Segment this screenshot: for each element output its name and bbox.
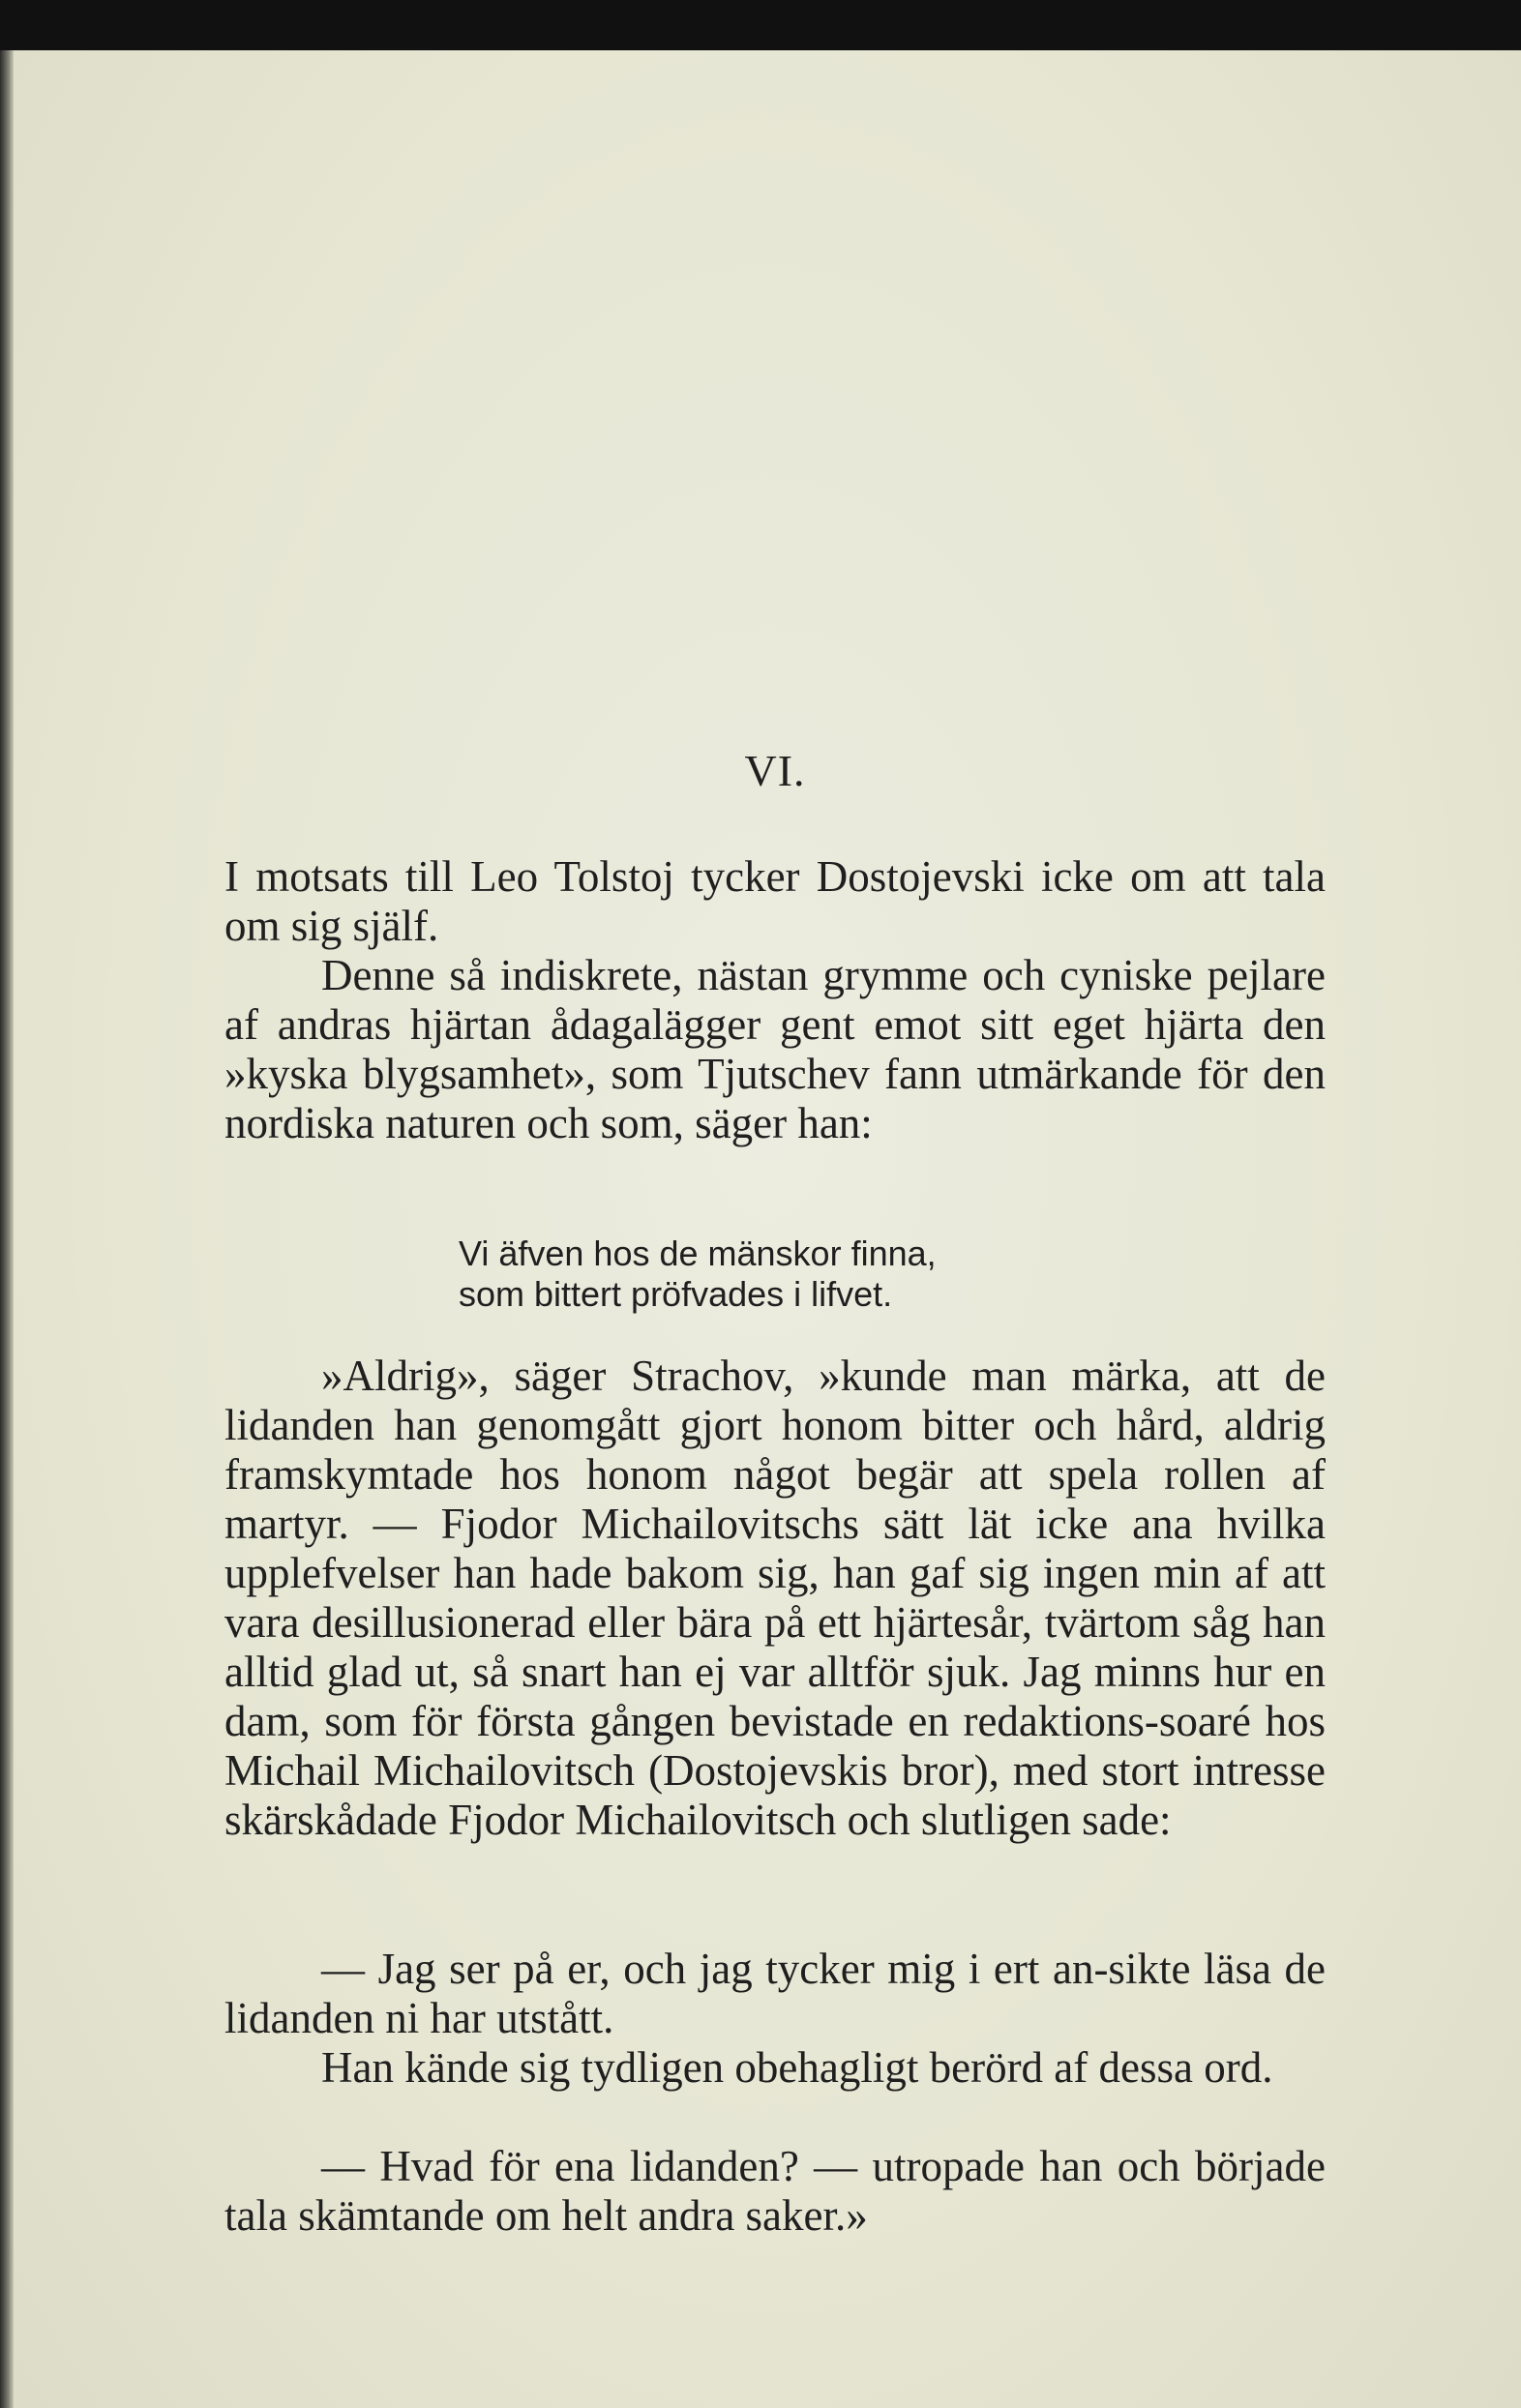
paragraph-3: »Aldrig», säger Strachov, »kunde man märka, att de lidanden han genomgått gjort honom bitter och hård, aldrig framskymtade hos honom något begär att spela rollen af martyr. — Fjodor Michailovitschs sätt lät icke ana hvilka upplefvelser han hade bakom sig, han gaf sig ingen min af att vara desillusionerad eller bära på ett hjärtesår, tvärtom såg han alltid glad ut, så snart han ej var alltför sjuk. Jag minns hur en dam, som för första gången bevistade en redaktions-soaré hos Michail Michailovitsch (Dostojevskis bror), med stort intresse skärskådade Fjodor Michailovitsch och slutligen sade: <box>224 1352 1326 1844</box>
paragraph-4: — Jag ser på er, och jag tycker mig i ert an-sikte läsa de lidanden ni har utstått. <box>224 1945 1326 2042</box>
verse-line-2: som bittert pröfvades i lifvet. <box>459 1274 893 1314</box>
paragraph-5: Han kände sig tydligen obehagligt berörd af dessa ord. <box>321 2043 1273 2092</box>
book-page <box>14 50 1521 2408</box>
chapter-heading: VI. <box>744 746 806 795</box>
paragraph-6: — Hvad för ena lidanden? — utropade han och började tala skämtande om helt andra saker.» <box>224 2142 1326 2240</box>
book-binding-edge <box>0 50 14 2408</box>
paragraph-1: I motsats till Leo Tolstoj tycker Dostojevski icke om att tala om sig själf. <box>224 852 1326 950</box>
verse-quote <box>459 1234 1233 1315</box>
verse-line-1: Vi äfven hos de mänskor finna, <box>459 1234 937 1273</box>
paragraph-2: Denne så indiskrete, nästan grymme och cyniske pejlare af andras hjärtan ådagalägger gent emot sitt eget hjärta den »kyska blygsamhet», som Tjutschev fann utmärkande för den nordiska naturen och som, säger han: <box>224 951 1326 1147</box>
